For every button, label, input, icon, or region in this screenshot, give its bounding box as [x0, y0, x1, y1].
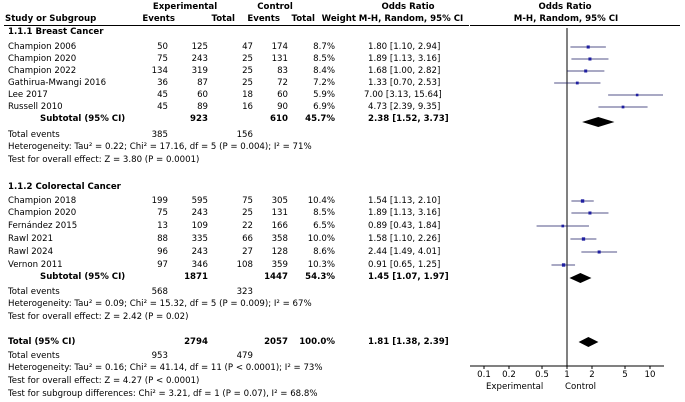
total-events-ctrl: 479 — [236, 351, 253, 361]
exp-total: 335 — [191, 234, 208, 244]
ctrl-events: 18 — [242, 90, 253, 100]
group-title: 1.1.1 Breast Cancer — [8, 27, 104, 37]
study-square — [588, 57, 591, 60]
exp-events: 13 — [157, 221, 168, 231]
ctrl-total: 359 — [271, 260, 288, 270]
axis-tick-label: 0.1 — [477, 370, 491, 380]
exp-total: 125 — [191, 42, 208, 52]
exp-events: 36 — [157, 78, 168, 88]
study-square — [588, 211, 591, 214]
ctrl-total: 358 — [271, 234, 288, 244]
study-name: Fernández 2015 — [8, 221, 78, 231]
ctrl-events: 25 — [242, 78, 253, 88]
axis-tick-label: 1 — [564, 370, 570, 380]
study-name: Champion 2020 — [8, 54, 77, 64]
or-ci: 1.68 [1.00, 2.82] — [368, 66, 441, 76]
study-name: Lee 2017 — [8, 90, 48, 100]
exp-total: 87 — [197, 78, 208, 88]
axis-left-label: Experimental — [486, 382, 544, 392]
ctrl-events: 25 — [242, 208, 253, 218]
weight: 6.9% — [313, 102, 335, 112]
ctrl-events: 27 — [242, 247, 253, 257]
total-control-header: Total — [291, 14, 315, 24]
weight: 8.4% — [313, 66, 335, 76]
study-square — [622, 106, 625, 109]
subtotal-label: Subtotal (95% CI) — [40, 272, 126, 282]
study-square — [584, 69, 587, 72]
total-events-label: Total events — [8, 351, 60, 361]
subtotal-label: Subtotal (95% CI) — [40, 114, 126, 124]
study-square — [581, 199, 584, 202]
study-name: Champion 2006 — [8, 42, 77, 52]
events-header: Events — [142, 14, 175, 24]
or-ci: 1.58 [1.10, 2.26] — [368, 234, 441, 244]
or-ci: 1.89 [1.13, 3.16] — [368, 208, 441, 218]
exp-events: 134 — [151, 66, 168, 76]
study-name: Rawl 2024 — [8, 247, 54, 257]
total-header: Total — [211, 14, 235, 24]
exp-total: 89 — [197, 102, 208, 112]
axis-tick-label: 0.5 — [535, 370, 549, 380]
study-name: Russell 2010 — [8, 102, 63, 112]
method-header: M-H, Random, 95% CI — [358, 14, 464, 24]
study-square — [561, 225, 564, 228]
ctrl-events: 25 — [242, 54, 253, 64]
or-ci: 0.91 [0.65, 1.25] — [368, 260, 441, 270]
subtotal-ci: 2.38 [1.52, 3.73] — [368, 114, 449, 124]
total-weight: 100.0% — [299, 337, 335, 347]
exp-events: 199 — [151, 196, 168, 206]
weight-header: Weight — [321, 14, 356, 24]
exp-events: 45 — [157, 102, 168, 112]
study-square — [598, 250, 601, 253]
total-events-exp: 953 — [151, 351, 168, 361]
weight: 10.3% — [307, 260, 335, 270]
subtotal-diamond — [582, 117, 614, 127]
overall-effect-text: Test for overall effect: Z = 4.27 (P < 0.0001) — [8, 376, 200, 386]
axis-right-label: Control — [565, 382, 597, 392]
total-events-ctrl: 323 — [236, 287, 253, 297]
experimental-header: Experimental — [152, 2, 218, 12]
exp-total: 243 — [191, 247, 208, 257]
subtotal-ctrl-total: 1447 — [264, 272, 288, 282]
overall-effect-text: Test for overall effect: Z = 2.42 (P = 0.02) — [8, 312, 189, 322]
ctrl-total: 166 — [271, 221, 288, 231]
events-control-header: Events — [247, 14, 280, 24]
axis-tick-label: 10 — [644, 370, 656, 380]
ctrl-events: 47 — [242, 42, 253, 52]
heterogeneity-text: Heterogeneity: Tau² = 0.16; Chi² = 41.14, df = 11 (P < 0.0001); I² = 73% — [8, 363, 323, 373]
or-ci: 1.54 [1.13, 2.10] — [368, 196, 441, 206]
ctrl-total: 60 — [277, 90, 288, 100]
or-ci: 4.73 [2.39, 9.35] — [368, 102, 441, 112]
total-exp-total: 2794 — [184, 337, 208, 347]
total-events-exp: 385 — [151, 130, 168, 140]
weight: 6.5% — [313, 221, 335, 231]
subtotal-exp-total: 923 — [190, 114, 208, 124]
study-name: Champion 2022 — [8, 66, 77, 76]
ctrl-events: 16 — [242, 102, 253, 112]
weight: 7.2% — [313, 78, 335, 88]
or-ci: 1.89 [1.13, 3.16] — [368, 54, 441, 64]
ctrl-total: 174 — [271, 42, 288, 52]
subtotal-weight: 45.7% — [305, 114, 335, 124]
axis-tick-label: 0.2 — [502, 370, 516, 380]
study-name: Vernon 2011 — [8, 260, 63, 270]
heterogeneity-text: Heterogeneity: Tau² = 0.22; Chi² = 17.16, df = 5 (P = 0.004); I² = 71% — [8, 142, 312, 152]
ctrl-events: 108 — [236, 260, 253, 270]
exp-events: 75 — [157, 208, 168, 218]
total-events-exp: 568 — [151, 287, 168, 297]
exp-total: 243 — [191, 54, 208, 64]
exp-total: 60 — [197, 90, 208, 100]
odds-ratio-header: Odds Ratio — [381, 2, 435, 12]
weight: 8.7% — [313, 42, 335, 52]
exp-events: 50 — [157, 42, 168, 52]
total-events-label: Total events — [8, 130, 60, 140]
subgroup-differences-text: Test for subgroup differences: Chi² = 3.21, df = 1 (P = 0.07), I² = 68.8% — [8, 389, 318, 399]
study-square — [562, 263, 565, 266]
study-name: Champion 2020 — [8, 208, 77, 218]
ctrl-total: 131 — [271, 54, 288, 64]
or-ci: 0.89 [0.43, 1.84] — [368, 221, 441, 231]
or-ci: 2.44 [1.49, 4.01] — [368, 247, 441, 257]
exp-events: 88 — [157, 234, 168, 244]
study-square — [576, 82, 579, 85]
study-name: Gathirua-Mwangi 2016 — [8, 78, 107, 88]
exp-events: 75 — [157, 54, 168, 64]
total-label: Total (95% CI) — [8, 337, 76, 347]
study-square — [587, 45, 590, 48]
exp-events: 96 — [157, 247, 168, 257]
subtotal-weight: 54.3% — [305, 272, 335, 282]
study-name: Rawl 2021 — [8, 234, 54, 244]
ctrl-total: 72 — [277, 78, 288, 88]
total-ctrl-total: 2057 — [264, 337, 288, 347]
subtotal-exp-total: 1871 — [184, 272, 208, 282]
weight: 8.5% — [313, 208, 335, 218]
total-events-ctrl: 156 — [236, 130, 253, 140]
heterogeneity-text: Heterogeneity: Tau² = 0.09; Chi² = 15.32, df = 5 (P = 0.009); I² = 67% — [8, 299, 312, 309]
ctrl-events: 25 — [242, 66, 253, 76]
exp-total: 595 — [191, 196, 208, 206]
exp-total: 346 — [191, 260, 208, 270]
weight: 5.9% — [313, 90, 335, 100]
overall-effect-text: Test for overall effect: Z = 3.80 (P = 0.0001) — [8, 155, 200, 165]
exp-events: 97 — [157, 260, 168, 270]
exp-total: 319 — [191, 66, 208, 76]
control-header: Control — [257, 2, 293, 12]
subtotal-ctrl-total: 610 — [270, 114, 288, 124]
study-header: Study or Subgroup — [5, 14, 97, 24]
exp-total: 243 — [191, 208, 208, 218]
total-diamond — [579, 337, 599, 347]
axis-tick-label: 5 — [622, 370, 628, 380]
ctrl-events: 22 — [242, 221, 253, 231]
ctrl-total: 83 — [277, 66, 288, 76]
plot-title: Odds Ratio — [538, 2, 592, 12]
axis-tick-label: 2 — [589, 370, 595, 380]
total-ci: 1.81 [1.38, 2.39] — [368, 337, 449, 347]
total-events-label: Total events — [8, 287, 60, 297]
exp-events: 45 — [157, 90, 168, 100]
weight: 8.5% — [313, 54, 335, 64]
weight: 10.4% — [307, 196, 335, 206]
study-name: Champion 2018 — [8, 196, 77, 206]
group-title: 1.1.2 Colorectal Cancer — [8, 182, 121, 192]
subtotal-ci: 1.45 [1.07, 1.97] — [368, 272, 449, 282]
or-ci: 7.00 [3.13, 15.64] — [364, 90, 442, 100]
study-square — [636, 94, 639, 97]
weight: 10.0% — [307, 234, 335, 244]
or-ci: 1.80 [1.10, 2.94] — [368, 42, 441, 52]
or-ci: 1.33 [0.70, 2.53] — [368, 78, 441, 88]
ctrl-events: 66 — [242, 234, 253, 244]
subtotal-diamond — [569, 273, 591, 283]
ctrl-total: 90 — [277, 102, 288, 112]
weight: 8.6% — [313, 247, 335, 257]
study-square — [582, 237, 585, 240]
ctrl-total: 128 — [271, 247, 288, 257]
ctrl-events: 75 — [242, 196, 253, 206]
exp-total: 109 — [191, 221, 208, 231]
ctrl-total: 131 — [271, 208, 288, 218]
plot-method-header: M-H, Random, 95% CI — [513, 14, 619, 24]
ctrl-total: 305 — [271, 196, 288, 206]
